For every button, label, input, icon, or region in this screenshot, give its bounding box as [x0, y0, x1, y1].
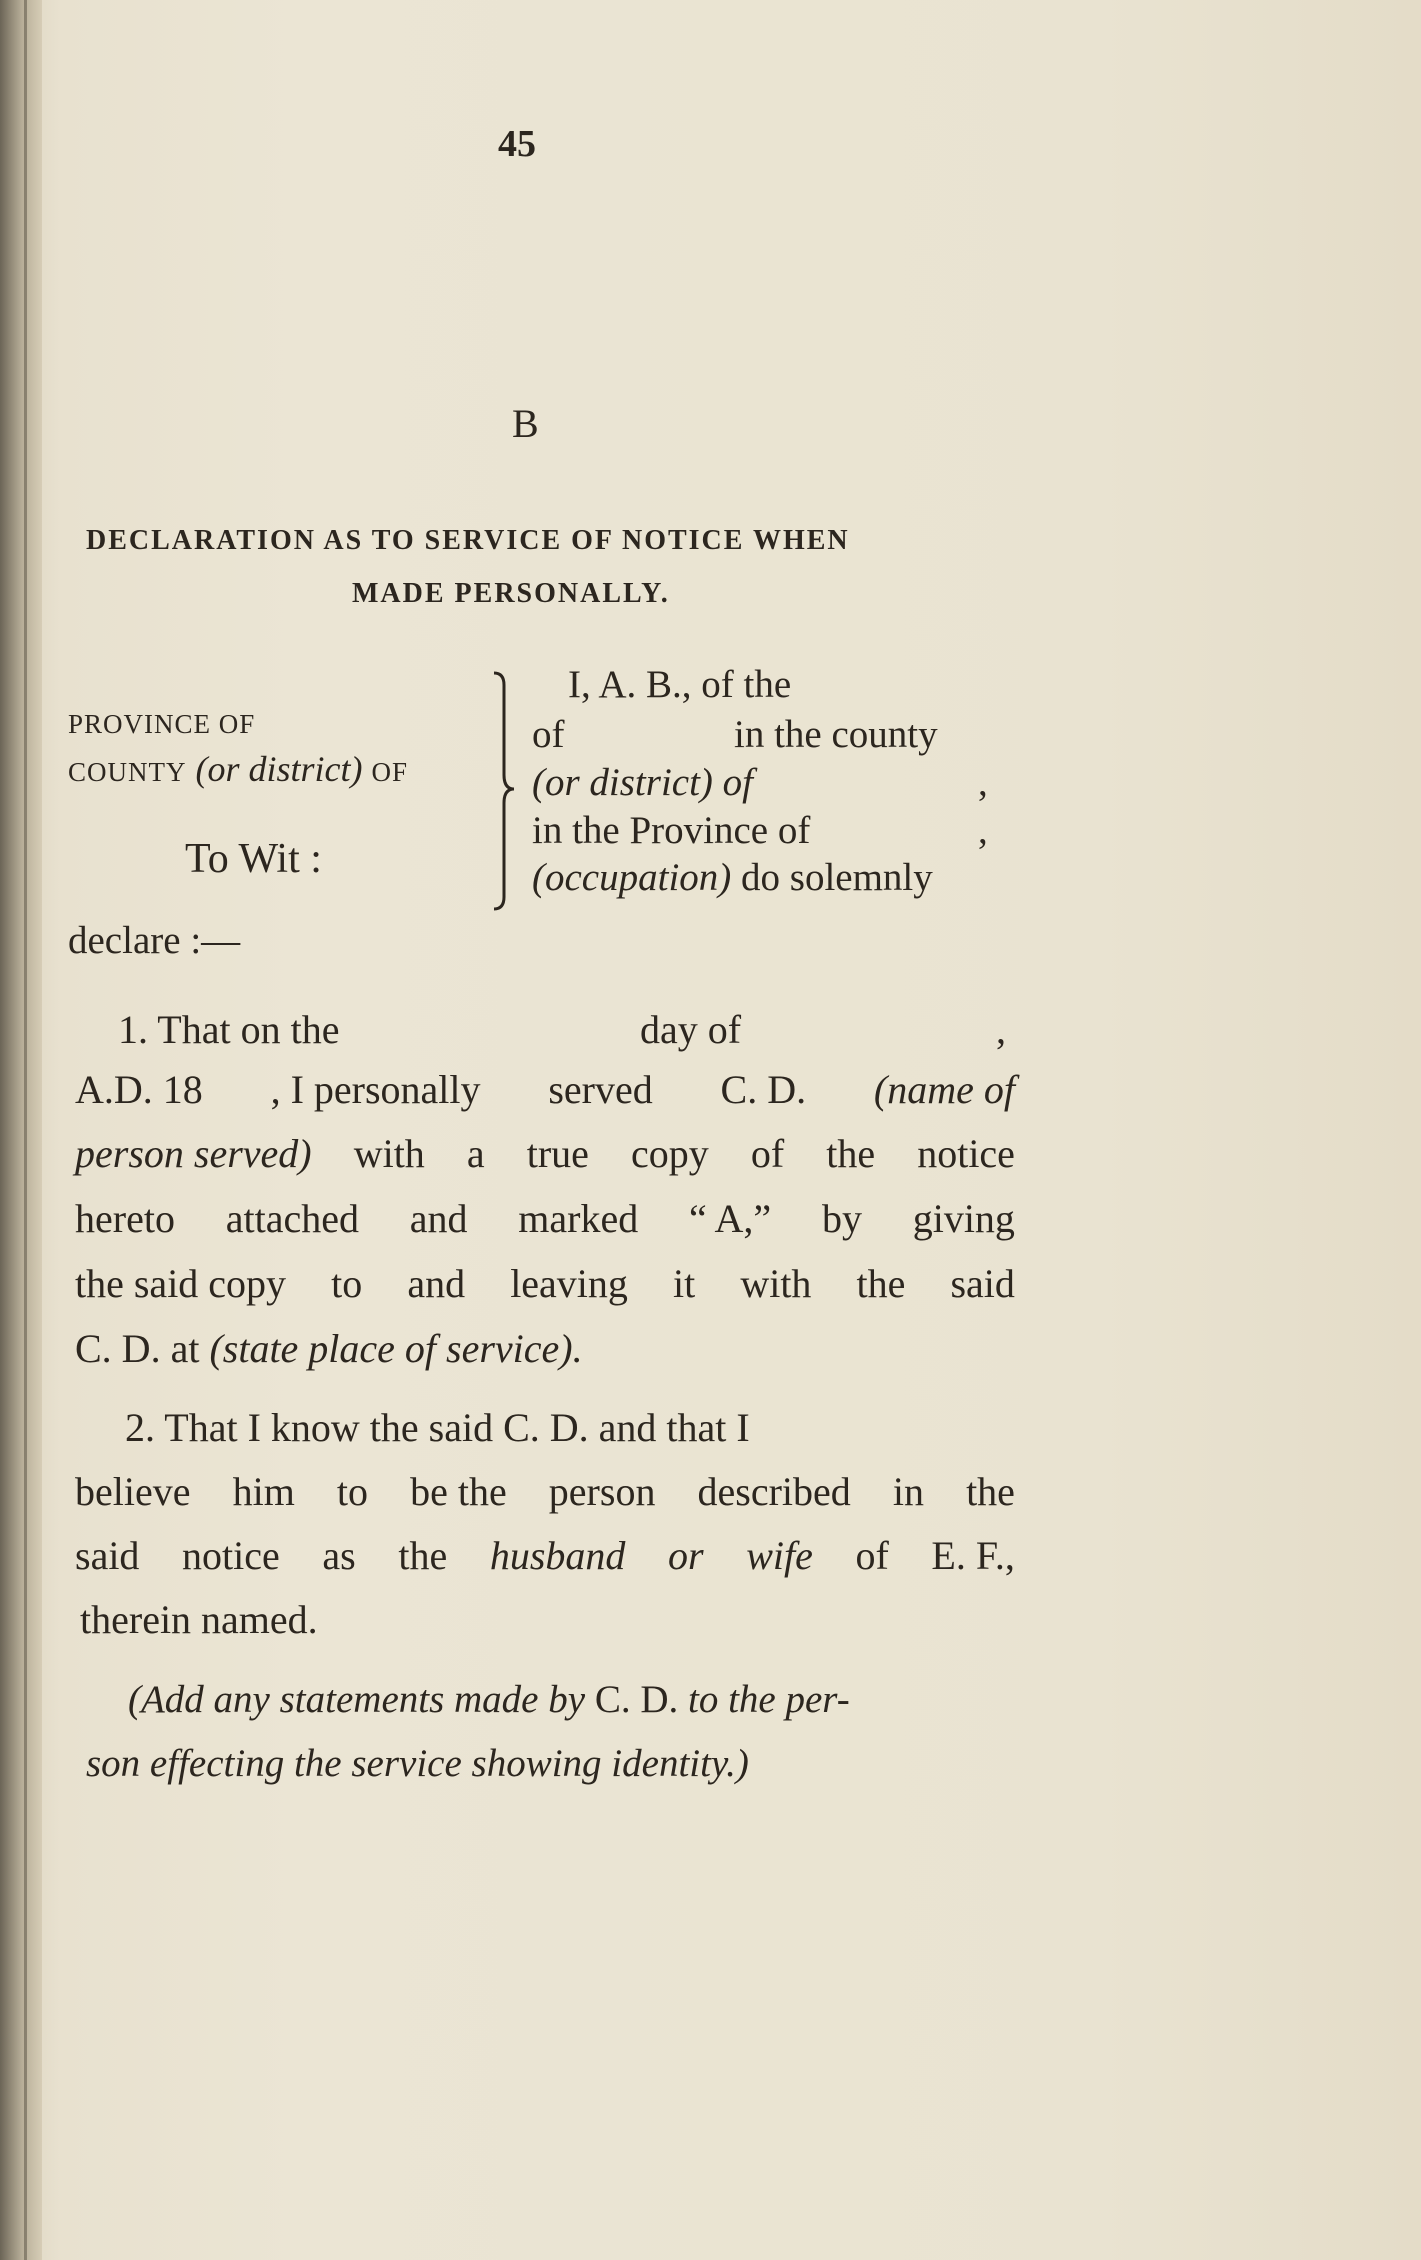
para2-line2: believe him to be the person described in the	[75, 1469, 1015, 1514]
occupation-italic: (occupation)	[532, 856, 732, 899]
book-spine-edge	[0, 0, 42, 2260]
curly-brace	[480, 665, 530, 915]
heading-line-2: MADE PERSONALLY.	[352, 578, 670, 609]
statement-line-3: (or district) of	[532, 761, 753, 804]
para1-line6: C. D. at (state place of service).	[75, 1326, 583, 1371]
page-number: 45	[498, 123, 536, 165]
statement-line-2-county: in the county	[734, 713, 938, 756]
venue-county	[68, 748, 408, 790]
venue-to-wit	[185, 835, 322, 883]
para2-line1: 2. That I know the said C. D. and that I	[125, 1405, 750, 1450]
para2-line4: therein named.	[80, 1597, 318, 1642]
declare-text: declare :—	[68, 919, 241, 962]
statement-line-4-comma: ,	[978, 809, 988, 852]
para1-line1-day-of: day of	[640, 1007, 742, 1052]
statement-line-1: I, A. B., of the	[568, 663, 792, 706]
para1-line1-comma: ,	[996, 1007, 1006, 1052]
province-label: PROVINCE OF	[68, 709, 256, 739]
venue-province	[68, 700, 255, 742]
county-or-district: (or district)	[195, 749, 363, 789]
to-wit-label: To Wit :	[185, 836, 322, 882]
state-place-of-service: (state place of service).	[209, 1326, 583, 1371]
para1-line4: hereto attached and marked “ A,” by giving	[75, 1196, 1015, 1241]
para1-line1-start: 1. That on the	[118, 1007, 340, 1052]
county-label: COUNTY	[68, 757, 187, 787]
statement-line-2-of: of	[532, 713, 565, 756]
note-line-1: (Add any statements made by C. D. to the per-	[128, 1678, 850, 1721]
para1-line2: A.D. 18 , I personally served C. D. (name of	[75, 1067, 1015, 1112]
para1-line5: the said copy to and leaving it with the said	[75, 1261, 1015, 1306]
statement-line-4: in the Province of	[532, 809, 811, 852]
county-of: OF	[371, 757, 409, 787]
heading-line-1: DECLARATION AS TO SERVICE OF NOTICE WHEN	[86, 525, 850, 556]
note-line-2: son effecting the service showing identity.)	[86, 1742, 749, 1785]
statement-line-3-comma: ,	[978, 761, 988, 804]
gutter-line	[24, 0, 27, 2260]
para2-line3: said notice as the husband or wife of E. F.,	[75, 1533, 1015, 1578]
statement-line-5: (occupation) do solemnly	[532, 856, 933, 899]
para1-line3: person served) with a true copy of the notice	[75, 1131, 1015, 1176]
section-letter: B	[512, 401, 539, 446]
